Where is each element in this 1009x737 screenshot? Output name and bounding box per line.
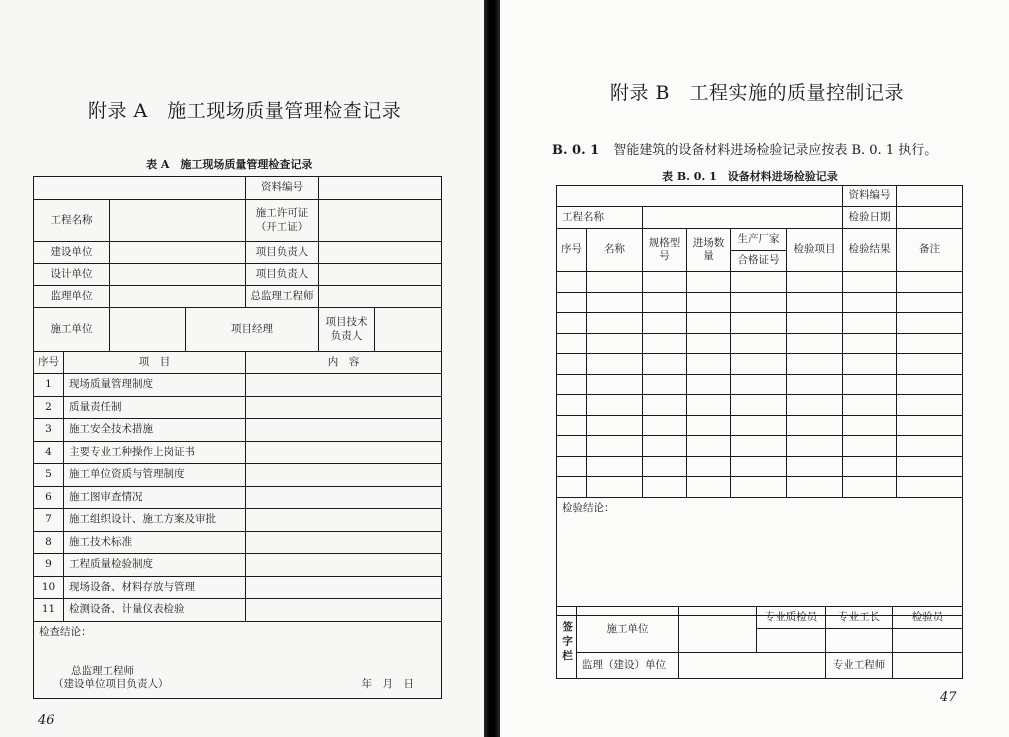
empty-cell — [897, 436, 963, 457]
table-row — [34, 576, 442, 599]
empty-cell — [643, 313, 687, 334]
empty-cell — [643, 477, 687, 498]
empty-cell — [843, 415, 897, 436]
pm-value-2 — [319, 264, 442, 286]
empty-cell — [687, 477, 731, 498]
sig-inspector-value — [893, 629, 963, 653]
row-no: 4 — [34, 441, 64, 464]
project-name-label: 工程名称 — [557, 207, 643, 229]
empty-cell — [587, 272, 643, 293]
empty-cell — [643, 436, 687, 457]
table-row — [557, 374, 963, 395]
signature-sub: （建设单位项目负责人） — [53, 677, 169, 690]
col-remark-header: 备注 — [897, 229, 963, 272]
row-content — [246, 576, 442, 599]
conclusion-label: 检验结论： — [562, 501, 615, 514]
col-manufacturer-header: 生产厂家 — [731, 229, 787, 251]
sig-contractor-value — [679, 607, 757, 653]
empty-cell — [897, 272, 963, 293]
page-number-47: 47 — [940, 690, 957, 705]
empty-cell — [643, 354, 687, 375]
row-item: 检测设备、计量仪表检验 — [64, 599, 246, 622]
empty-cell — [843, 313, 897, 334]
empty-cell — [687, 272, 731, 293]
sig-foreman-label: 专业工长 — [826, 607, 893, 629]
sig-engineer-label: 专业工程师 — [826, 653, 893, 679]
col-item-header: 项 目 — [64, 352, 246, 374]
table-row — [557, 436, 963, 457]
table-row — [557, 292, 963, 313]
row-item: 施工图审查情况 — [64, 486, 246, 509]
empty-cell — [897, 313, 963, 334]
empty-cell — [587, 477, 643, 498]
empty-cell — [557, 333, 587, 354]
empty-cell — [731, 272, 787, 293]
sig-contractor-label: 施工单位 — [577, 607, 679, 653]
table-row — [34, 599, 442, 622]
row-no: 1 — [34, 374, 64, 397]
table-row — [34, 419, 442, 442]
empty-cell — [731, 477, 787, 498]
empty-cell — [787, 272, 843, 293]
empty-cell — [843, 374, 897, 395]
empty-cell — [731, 292, 787, 313]
chief-supervisor-value — [319, 286, 442, 308]
table-row — [34, 509, 442, 532]
empty-cell — [787, 313, 843, 334]
row-content — [246, 396, 442, 419]
empty-cell — [843, 272, 897, 293]
empty-cell — [587, 374, 643, 395]
sig-engineer-value — [893, 653, 963, 679]
empty-cell — [587, 456, 643, 477]
project-manager-label: 项目经理 — [186, 308, 319, 352]
empty-cell — [787, 415, 843, 436]
empty-cell — [587, 436, 643, 457]
empty-cell — [643, 333, 687, 354]
table-row — [34, 374, 442, 397]
empty-cell — [687, 436, 731, 457]
conclusion-cell — [34, 621, 442, 698]
table-row — [557, 415, 963, 436]
appendix-b-title: 附录 B 工程实施的质量控制记录 — [610, 82, 905, 104]
sig-qc-label: 专业质检员 — [757, 607, 826, 629]
pm-value-1 — [319, 242, 442, 264]
col-inspection-item-header: 检验项目 — [787, 229, 843, 272]
table-row — [34, 464, 442, 487]
table-row — [34, 531, 442, 554]
tech-lead-label: 项目技术负责人 — [319, 308, 375, 352]
row-item: 施工技术标准 — [64, 531, 246, 554]
empty-cell — [557, 456, 587, 477]
col-no-header: 序号 — [34, 352, 64, 374]
empty-cell — [843, 333, 897, 354]
row-no: 8 — [34, 531, 64, 554]
empty-cell — [587, 354, 643, 375]
table-row — [557, 272, 963, 293]
empty-cell — [731, 456, 787, 477]
row-content — [246, 486, 442, 509]
project-name-value — [643, 207, 843, 229]
col-content-header: 内 容 — [246, 352, 442, 374]
empty-cell — [557, 477, 587, 498]
empty-cell — [687, 456, 731, 477]
empty-cell — [787, 395, 843, 416]
sig-supervisor-label: 监理（建设）单位 — [577, 653, 679, 679]
blank-cell — [34, 177, 246, 200]
empty-cell — [843, 436, 897, 457]
book-spine — [484, 0, 500, 737]
empty-cell — [731, 395, 787, 416]
empty-cell — [687, 415, 731, 436]
col-result-header: 检验结果 — [843, 229, 897, 272]
data-no-value — [319, 177, 442, 200]
col-spec-header: 规格型号 — [643, 229, 687, 272]
empty-cell — [731, 313, 787, 334]
contractor-value — [110, 308, 186, 352]
empty-cell — [843, 395, 897, 416]
empty-cell — [587, 292, 643, 313]
empty-cell — [897, 456, 963, 477]
row-no: 7 — [34, 509, 64, 532]
row-no: 3 — [34, 419, 64, 442]
col-qty-header: 进场数量 — [687, 229, 731, 272]
inspection-date-label: 检验日期 — [843, 207, 897, 229]
empty-cell — [731, 374, 787, 395]
empty-cell — [557, 395, 587, 416]
empty-cell — [731, 415, 787, 436]
pm-label-2: 项目负责人 — [246, 264, 319, 286]
inspection-date-value — [897, 207, 963, 229]
supervisor-label: 监理单位 — [34, 286, 110, 308]
sig-supervisor-value — [679, 653, 826, 679]
empty-cell — [897, 415, 963, 436]
row-item: 施工安全技术措施 — [64, 419, 246, 442]
page-number-46: 46 — [38, 713, 55, 728]
table-row — [34, 441, 442, 464]
col-certificate-header: 合格证号 — [731, 251, 787, 272]
table-row — [34, 554, 442, 577]
contractor-label: 施工单位 — [34, 308, 110, 352]
sig-inspector-label: 检验员 — [893, 607, 963, 629]
chief-supervisor-label: 总监理工程师 — [246, 286, 319, 308]
empty-cell — [687, 354, 731, 375]
empty-cell — [843, 456, 897, 477]
empty-cell — [787, 292, 843, 313]
data-no-label: 资料编号 — [843, 186, 897, 207]
col-no-header: 序号 — [557, 229, 587, 272]
empty-cell — [587, 313, 643, 334]
row-no: 2 — [34, 396, 64, 419]
empty-cell — [557, 272, 587, 293]
clause-no: B. 0. 1 — [552, 143, 600, 158]
empty-cell — [587, 415, 643, 436]
row-item: 施工单位资质与管理制度 — [64, 464, 246, 487]
row-content — [246, 374, 442, 397]
builder-label: 建设单位 — [34, 242, 110, 264]
right-page — [500, 0, 1009, 737]
row-content — [246, 441, 442, 464]
row-item: 施工组织设计、施工方案及审批 — [64, 509, 246, 532]
signature-label: 总监理工程师 — [71, 664, 134, 677]
empty-cell — [843, 292, 897, 313]
row-item: 现场设备、材料存放与管理 — [64, 576, 246, 599]
empty-cell — [557, 292, 587, 313]
table-b — [556, 185, 963, 616]
empty-cell — [643, 292, 687, 313]
pm-label-1: 项目负责人 — [246, 242, 319, 264]
empty-cell — [897, 477, 963, 498]
supervisor-value — [110, 286, 246, 308]
row-no: 10 — [34, 576, 64, 599]
empty-cell — [787, 436, 843, 457]
project-name-value — [110, 200, 246, 242]
empty-cell — [557, 313, 587, 334]
empty-cell — [897, 395, 963, 416]
empty-cell — [787, 354, 843, 375]
empty-cell — [897, 374, 963, 395]
table-a — [33, 176, 442, 699]
row-no: 6 — [34, 486, 64, 509]
empty-cell — [687, 313, 731, 334]
empty-cell — [643, 415, 687, 436]
row-content — [246, 509, 442, 532]
table-row — [557, 395, 963, 416]
table-row — [34, 396, 442, 419]
row-content — [246, 419, 442, 442]
blank-cell — [557, 186, 843, 207]
empty-cell — [557, 374, 587, 395]
empty-cell — [687, 395, 731, 416]
empty-cell — [787, 333, 843, 354]
empty-cell — [687, 333, 731, 354]
empty-cell — [643, 374, 687, 395]
appendix-a-title: 附录 A 施工现场质量管理检查记录 — [88, 100, 402, 122]
table-row — [557, 313, 963, 334]
empty-cell — [643, 456, 687, 477]
permit-label: 施工许可证（开工证） — [246, 200, 319, 242]
col-name-header: 名称 — [587, 229, 643, 272]
designer-label: 设计单位 — [34, 264, 110, 286]
empty-cell — [787, 456, 843, 477]
left-page — [0, 0, 484, 737]
permit-value — [319, 200, 442, 242]
empty-cell — [897, 292, 963, 313]
row-item: 主要专业工种操作上岗证书 — [64, 441, 246, 464]
empty-cell — [897, 333, 963, 354]
sig-qc-value — [757, 629, 826, 653]
table-b-caption: 表 B. 0. 1 设备材料进场检验记录 — [662, 170, 838, 183]
empty-cell — [687, 374, 731, 395]
empty-cell — [643, 395, 687, 416]
empty-cell — [687, 292, 731, 313]
empty-cell — [557, 354, 587, 375]
empty-cell — [787, 374, 843, 395]
empty-cell — [897, 354, 963, 375]
empty-cell — [587, 395, 643, 416]
row-no: 11 — [34, 599, 64, 622]
table-row — [557, 456, 963, 477]
empty-cell — [731, 436, 787, 457]
tech-lead-value — [375, 308, 442, 352]
empty-cell — [557, 436, 587, 457]
table-row — [557, 333, 963, 354]
designer-value — [110, 264, 246, 286]
clause-text: 智能建筑的设备材料进场检验记录应按表 B. 0. 1 执行。 — [613, 143, 938, 158]
conclusion-cell — [557, 497, 963, 615]
row-no: 5 — [34, 464, 64, 487]
sig-foreman-value — [826, 629, 893, 653]
row-content — [246, 554, 442, 577]
empty-cell — [843, 354, 897, 375]
empty-cell — [643, 272, 687, 293]
signature-column-label: 签字栏 — [557, 607, 577, 679]
row-item: 现场质量管理制度 — [64, 374, 246, 397]
empty-cell — [787, 477, 843, 498]
row-content — [246, 599, 442, 622]
clause-line — [552, 139, 937, 158]
date-label: 年 月 日 — [361, 677, 414, 690]
table-row — [34, 486, 442, 509]
table-a-caption: 表 A 施工现场质量管理检查记录 — [146, 158, 313, 171]
row-item: 质量责任制 — [64, 396, 246, 419]
builder-value — [110, 242, 246, 264]
project-name-label: 工程名称 — [34, 200, 110, 242]
signature-table — [556, 606, 963, 679]
conclusion-label: 检查结论： — [39, 625, 92, 638]
empty-cell — [843, 477, 897, 498]
data-no-label: 资料编号 — [246, 177, 319, 200]
row-content — [246, 531, 442, 554]
row-content — [246, 464, 442, 487]
row-no: 9 — [34, 554, 64, 577]
empty-cell — [731, 354, 787, 375]
row-item: 工程质量检验制度 — [64, 554, 246, 577]
table-row — [557, 477, 963, 498]
empty-cell — [557, 415, 587, 436]
empty-rows — [557, 272, 963, 498]
table-row — [557, 354, 963, 375]
empty-cell — [731, 333, 787, 354]
data-no-value — [897, 186, 963, 207]
empty-cell — [587, 333, 643, 354]
